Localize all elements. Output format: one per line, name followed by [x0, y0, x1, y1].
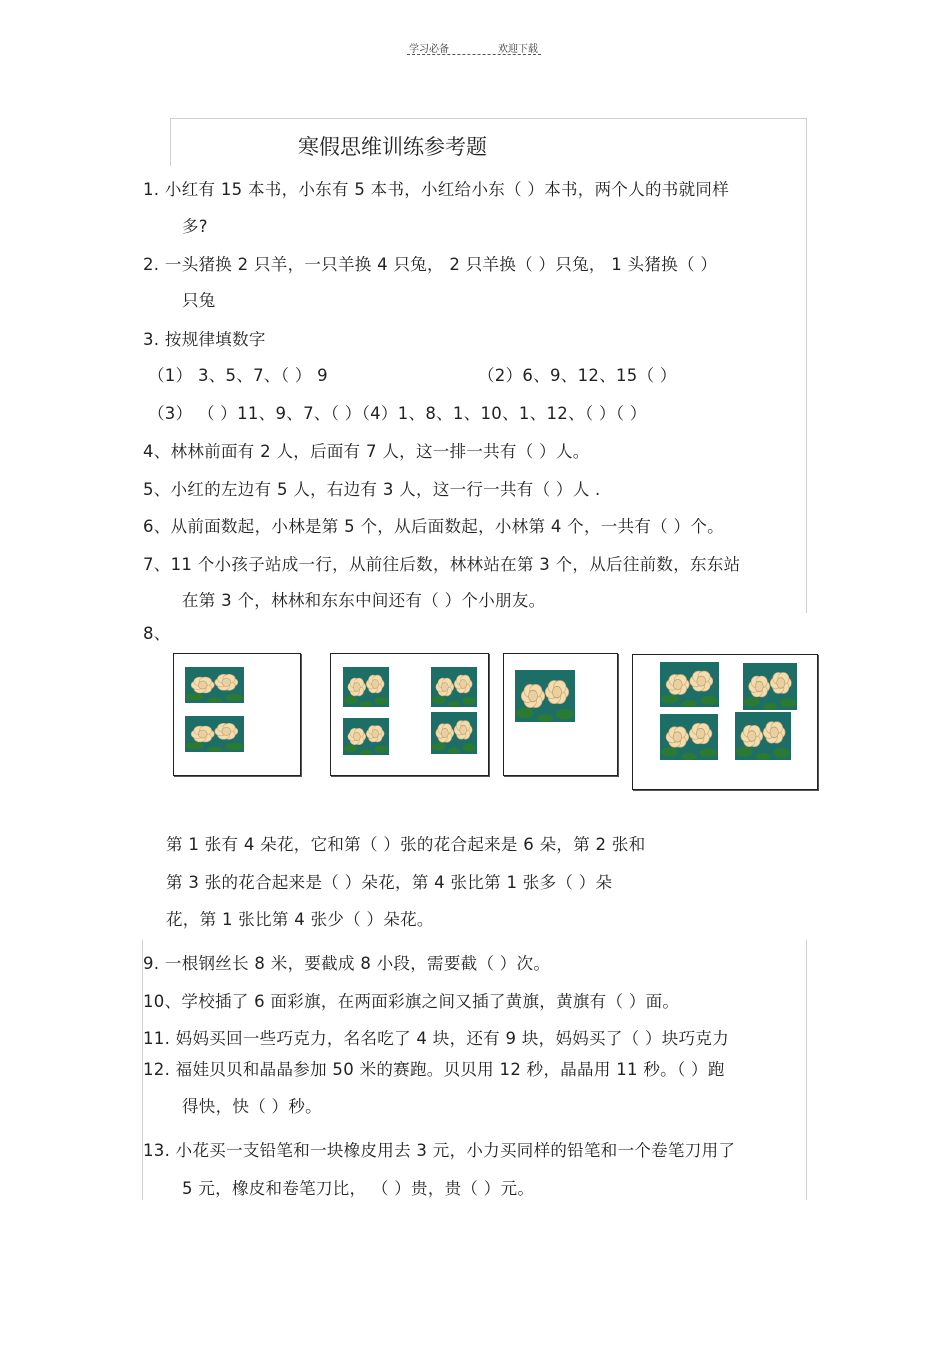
question-2-line-1: 2. 一头猪换 2 只羊，一只羊换 4 只兔， 2 只羊换（ ）只兔， 1 头猪换（ ）: [143, 255, 718, 274]
question-11: 11. 妈妈买回一些巧克力，名名吃了 4 块，还有 9 块，妈妈买了（ ）块巧克力: [143, 1029, 730, 1048]
flower-card-2: [330, 653, 489, 776]
question-12-line-2: 得快，快（ ）秒。: [182, 1097, 322, 1116]
flower-card-1: [173, 653, 301, 776]
table-border-top: [170, 118, 807, 119]
question-8-line-1: 第 1 张有 4 朵花，它和第（ ）张的花合起来是 6 朵，第 2 张和: [166, 835, 646, 854]
rose-picture: [343, 667, 389, 707]
question-9: 9. 一根钢丝长 8 米，要截成 8 小段，需要截（ ）次。: [143, 954, 551, 973]
table-border-left: [170, 118, 171, 166]
question-13-line-2: 5 元，橡皮和卷笔刀比， （ ）贵，贵（ ）元。: [182, 1179, 535, 1198]
page-title: 寒假思维训练参考题: [298, 135, 487, 159]
table-border-right-lower: [806, 940, 807, 1200]
rose-picture: [431, 667, 477, 707]
question-3-heading: 3. 按规律填数字: [143, 330, 266, 349]
flower-card-3: [503, 653, 618, 776]
table-border-right: [806, 118, 807, 613]
question-8-line-2: 第 3 张的花合起来是（ ）朵花，第 4 张比第 1 张多（ ）朵: [166, 873, 613, 892]
question-2-line-2: 只兔: [182, 291, 216, 310]
question-13-line-1: 13. 小花买一支铅笔和一块橡皮用去 3 元，小力买同样的铅笔和一个卷笔刀用了: [143, 1141, 736, 1160]
question-4: 4、林林前面有 2 人，后面有 7 人，这一排一共有（ ）人。: [143, 442, 590, 461]
question-8-line-3: 花，第 1 张比第 4 张少（ ）朵花。: [166, 910, 434, 929]
rose-picture: [660, 662, 719, 707]
rose-picture: [431, 712, 477, 754]
question-10: 10、学校插了 6 面彩旗，在两面彩旗之间又插了黄旗，黄旗有（ ）面。: [143, 992, 680, 1011]
question-5: 5、小红的左边有 5 人，右边有 3 人，这一行一共有（ ）人 .: [143, 480, 601, 499]
question-1-line-1: 1. 小红有 15 本书，小东有 5 本书，小红给小东（ ）本书，两个人的书就同样: [143, 180, 730, 199]
rose-picture: [515, 670, 575, 722]
flower-card-4: [632, 654, 818, 790]
question-3-part-1: （1） 3、5、7、（ ） 9: [148, 366, 328, 385]
rose-picture: [735, 712, 791, 760]
question-3-parts-3-4: （3） （ ）11、9、7、（ ）（4）1、8、1、10、1、12、（ ）（ ）: [148, 404, 647, 423]
question-1-line-2: 多?: [182, 217, 208, 236]
rose-picture: [185, 667, 244, 703]
rose-picture: [185, 716, 244, 752]
rose-picture: [660, 714, 718, 760]
question-7-line-2: 在第 3 个，林林和东东中间还有（ ）个小朋友。: [182, 591, 546, 610]
rose-picture: [343, 718, 389, 755]
question-12-line-1: 12. 福娃贝贝和晶晶参加 50 米的赛跑。贝贝用 12 秒，晶晶用 11 秒。（ ）跑: [143, 1060, 725, 1079]
header-left: 学习必备: [409, 44, 449, 55]
header-right: 欢迎下载: [498, 44, 538, 55]
question-8-label: 8、: [143, 624, 171, 643]
question-3-part-2: （2）6、9、12、15（ ）: [478, 366, 677, 385]
header-divider: [407, 54, 541, 55]
question-7-line-1: 7、11 个小孩子站成一行，从前往后数，林林站在第 3 个，从后往前数，东东站: [143, 555, 741, 574]
question-6: 6、从前面数起，小林是第 5 个，从后面数起，小林第 4 个，一共有（ ）个。: [143, 517, 724, 536]
rose-picture: [743, 663, 797, 710]
